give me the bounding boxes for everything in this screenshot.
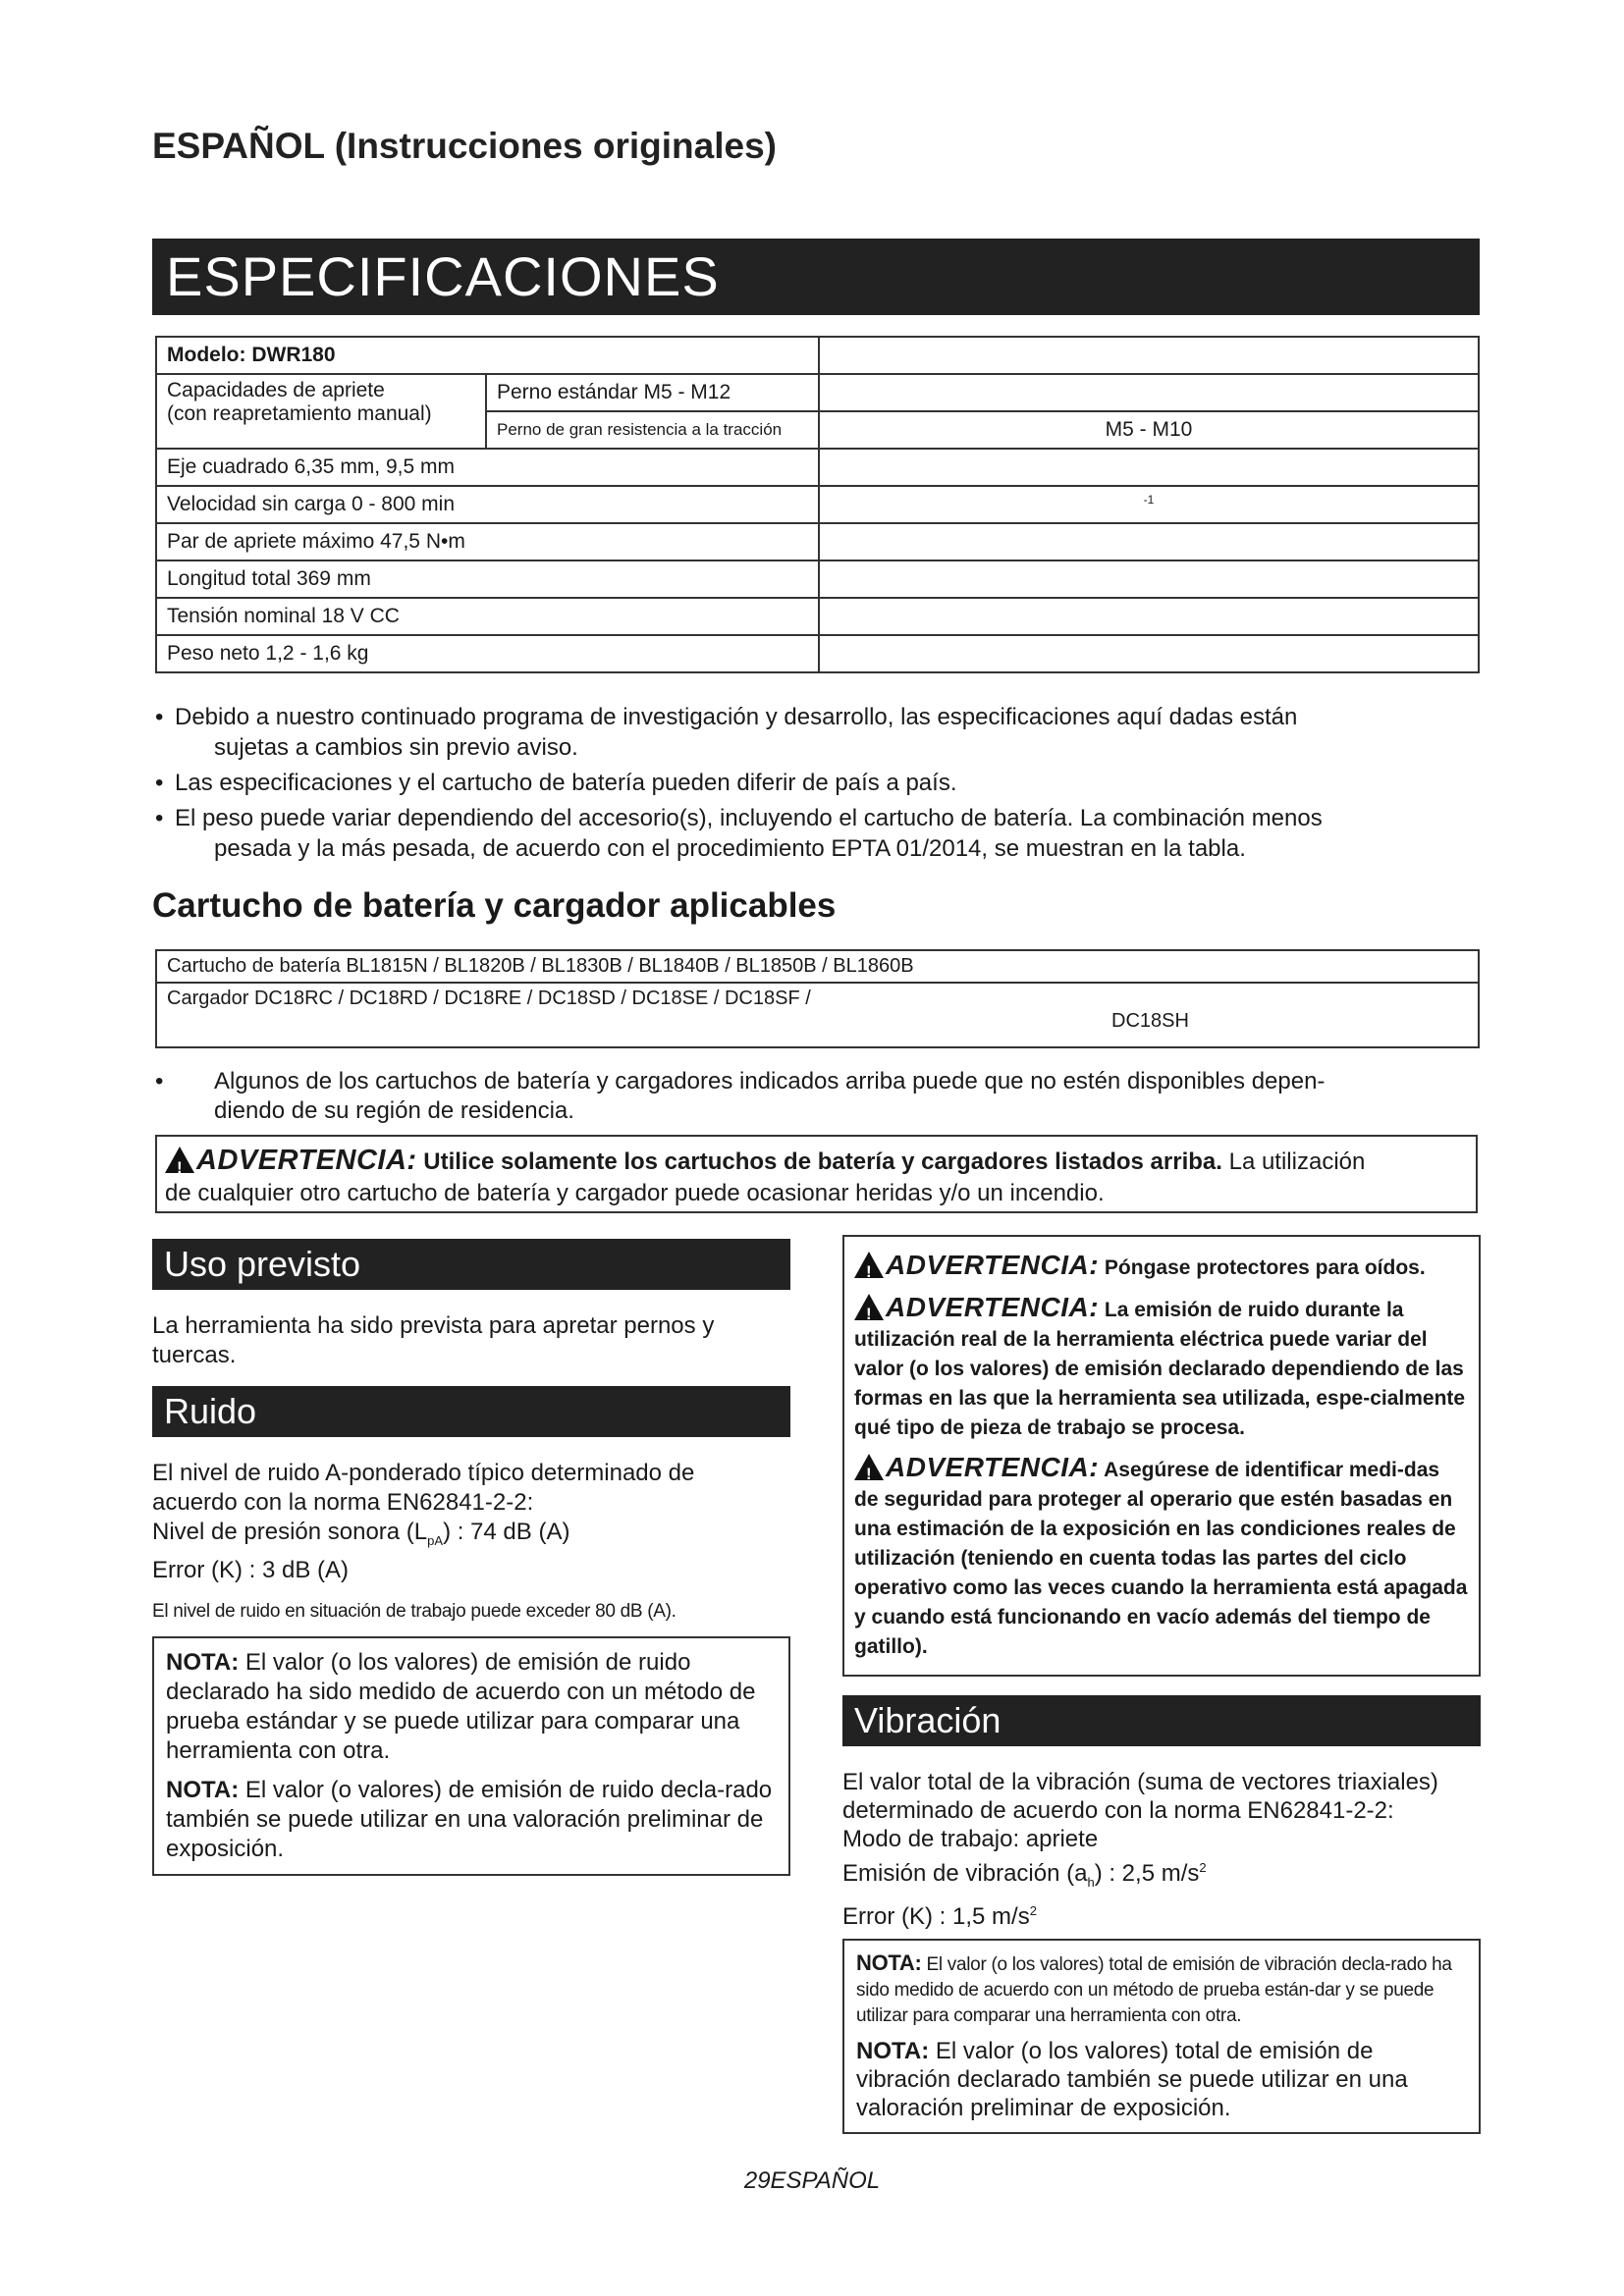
spec-label: Eje cuadrado [167, 455, 289, 478]
battery-warning-box [155, 1135, 1478, 1213]
charger-cell [156, 983, 1479, 1047]
note-text: El valor (o valores) de emisión de ruido decla-rado también se puede utilizar en una valoración preliminar de exposición. [166, 1776, 773, 1862]
warning-bold-text: Utilice solamente los cartuchos de batería y cargadores listados arriba. [423, 1148, 1222, 1175]
ruido-intro: El nivel de ruido A-ponderado típico determinado de acuerdo con la norma EN62841-2-2: [152, 1460, 695, 1516]
warning-text-cont: de cualquier otro cartucho de batería y cargador puede ocasionar heridas y/o un incendio. [165, 1180, 1105, 1206]
bullet-text: El peso puede variar dependiendo del accesorio(s), incluyendo el cartucho de batería. La combinación menos [175, 805, 1323, 831]
bolt-high-cell: Perno de gran resistencia a la tracción [486, 411, 819, 449]
warning-label: ADVERTENCIA: [886, 1452, 1100, 1482]
table-row [156, 598, 1479, 635]
table-row [156, 374, 1479, 411]
warning-icon [854, 1454, 884, 1480]
spec-cell [156, 561, 819, 598]
charger-value-cont: DC18SH [1111, 1010, 1189, 1032]
bullet-text-cont: diendo de su región de residencia. [214, 1097, 574, 1124]
warning-label: ADVERTENCIA: [886, 1250, 1100, 1280]
warning-text: La utilización [1228, 1148, 1366, 1175]
vibracion-emission [842, 1853, 1481, 1896]
ruido-note-box [152, 1636, 790, 1876]
spec-cell [156, 598, 819, 635]
note-text: El valor (o los valores) de emisión de ruido declarado ha sido medido de acuerdo con un método de prueba estándar y se puede utilizar para comparar una herramienta con otra. [166, 1648, 756, 1764]
empty-cell [819, 598, 1479, 635]
list-item [155, 768, 1490, 798]
spec-value: 6,35 mm, 9,5 mm [294, 455, 455, 478]
capacity-label-cell [156, 374, 486, 449]
bullet-text-cont: pesada y la más pesada, de acuerdo con el procedimiento EPTA 01/2014, se muestran en la tabla. [214, 835, 1246, 862]
page-language-title: ESPAÑOL (Instrucciones originales) [152, 126, 777, 166]
empty-cell [819, 635, 1479, 672]
bullet-text: Las especificaciones y el cartucho de batería pueden diferir de país a país. [175, 770, 957, 796]
warning-paragraph [854, 1251, 1469, 1283]
bolt-high-value: M5 - M10 [819, 411, 1479, 449]
table-row [156, 561, 1479, 598]
specifications-banner: ESPECIFICACIONES [152, 239, 1480, 315]
note-label: NOTA: [166, 1776, 240, 1803]
warning-paragraph [854, 1293, 1469, 1443]
spec-notes [155, 702, 1490, 869]
bolt-standard-value: M5 - M12 [643, 381, 731, 403]
note-text: El valor (o los valores) total de emisión de vibración declarado también se puede utilizar en una valoración preliminar de exposición. [856, 2037, 1408, 2121]
warning-label: ADVERTENCIA: [196, 1145, 417, 1176]
bullet-icon: • [155, 770, 164, 796]
pressure-subscript: pA [427, 1532, 444, 1548]
empty-cell [819, 449, 1479, 486]
list-item [155, 1067, 1471, 1126]
model-value: DWR180 [251, 344, 336, 366]
table-row [156, 635, 1479, 672]
emission-subscript: h [1087, 1874, 1095, 1890]
uso-section [152, 1239, 790, 1370]
bullet-icon: • [155, 1068, 164, 1095]
table-row [156, 486, 1479, 523]
table-row [156, 983, 1479, 1047]
speed-unit-cell [819, 486, 1479, 523]
spec-cell [156, 523, 819, 561]
warning-text: Póngase protectores para oídos. [1104, 1256, 1426, 1279]
vibracion-banner: Vibración [842, 1695, 1481, 1746]
spec-cell [156, 635, 819, 672]
pressure-value: ) : 74 dB (A) [443, 1519, 570, 1545]
noise-warnings-box [842, 1235, 1481, 1677]
table-row [156, 950, 1479, 983]
battery-note [155, 1067, 1471, 1126]
error-superscript: 2 [1029, 1902, 1037, 1918]
vibracion-error [842, 1896, 1481, 1931]
warning-icon [165, 1147, 194, 1173]
table-row [156, 337, 1479, 374]
spec-cell [156, 449, 819, 486]
warning-icon [854, 1294, 884, 1320]
empty-cell [819, 561, 1479, 598]
note-label: NOTA: [856, 2037, 930, 2064]
list-item [155, 803, 1490, 864]
note-text: El valor (o los valores) total de emisión de vibración decla-rado ha sido medido de acuerdo con un método de prueba están-dar y se puede utilizar para comparar una herramienta con otra. [856, 1953, 1452, 2026]
note-paragraph [856, 2037, 1467, 2122]
note-paragraph [166, 1648, 777, 1766]
spec-label: Peso neto [167, 642, 260, 665]
table-row [156, 449, 1479, 486]
charger-label: Cargador [167, 988, 249, 1009]
bullet-icon: • [155, 805, 164, 831]
page-footer: 29ESPAÑOL [743, 2167, 881, 2194]
battery-section-title: Cartucho de batería y cargador aplicables [152, 886, 837, 925]
spec-value: 369 mm [296, 567, 371, 590]
bolt-standard-label: Perno estándar [497, 381, 638, 403]
charger-value: DC18RC / DC18RD / DC18RE / DC18SD / DC18SE / DC18SF / [253, 988, 811, 1009]
spec-cell [156, 486, 819, 523]
ruido-pressure [152, 1518, 790, 1556]
cartridge-value: BL1815N / BL1820B / BL1830B / BL1840B / BL1850B / BL1860B [346, 955, 914, 977]
pressure-label: Nivel de presión sonora (L [152, 1519, 428, 1545]
model-cell [156, 337, 819, 374]
specifications-table [155, 336, 1480, 673]
vibracion-section [842, 1695, 1481, 2134]
cartridge-label: Cartucho de batería [167, 955, 341, 977]
spec-label: Par de apriete máximo [167, 530, 375, 553]
emission-value: ) : 2,5 m/s [1094, 1860, 1200, 1887]
emission-label: Emisión de vibración (a [842, 1860, 1088, 1887]
spec-label: Tensión nominal [167, 605, 316, 627]
spec-label: Longitud total [167, 567, 292, 590]
vibracion-intro: El valor total de la vibración (suma de vectores triaxiales) determinado de acuerdo con la norma EN62841-2-2: [842, 1769, 1438, 1824]
table-row [156, 523, 1479, 561]
uso-text: La herramienta ha sido prevista para apretar pernos y tuercas. [152, 1312, 715, 1368]
capacity-label: Capacidades de apriete [167, 379, 385, 401]
note-paragraph [856, 1950, 1467, 2029]
empty-cell [819, 374, 1479, 411]
warning-paragraph [854, 1453, 1469, 1662]
empty-cell [819, 523, 1479, 561]
spec-value: 1,2 - 1,6 kg [265, 642, 369, 665]
bullet-text: Debido a nuestro continuado programa de investigación y desarrollo, las especificaciones aquí dadas están [175, 704, 1298, 730]
note-paragraph [166, 1776, 777, 1864]
bullet-text: Algunos de los cartuchos de batería y cargadores indicados arriba puede que no estén disponibles depen- [214, 1068, 1326, 1095]
uso-banner: Uso previsto [152, 1239, 790, 1290]
error-label: Error (K) : 1,5 m/s [842, 1902, 1030, 1930]
ruido-small-note: El nivel de ruido en situación de trabajo puede exceder 80 dB (A). [152, 1600, 677, 1622]
warning-label: ADVERTENCIA: [886, 1292, 1100, 1322]
emission-superscript: 2 [1199, 1860, 1207, 1875]
vibracion-note-box [842, 1939, 1481, 2134]
spec-value: 0 - 800 min [351, 493, 456, 515]
speed-unit-superscript: -1 [1143, 493, 1155, 507]
cartridge-cell [156, 950, 1479, 983]
bullet-text-cont: sujetas a cambios sin previo aviso. [214, 734, 578, 761]
model-label: Modelo: [167, 344, 246, 366]
capacity-sublabel: (con reapretamiento manual) [167, 402, 432, 425]
list-item [155, 702, 1490, 763]
bolt-standard-cell [486, 374, 819, 411]
note-label: NOTA: [166, 1648, 240, 1676]
spec-value: 47,5 N•m [380, 530, 465, 553]
empty-cell [819, 337, 1479, 374]
warning-text: Asegúrese de identificar medi-das de seguridad para proteger al operario que estén basadas en una estimación de la exposición en las condiciones reales de utilización (teniendo en cuenta todas las partes del ciclo operativo como las veces cuando la herramienta está apagada y cuando está funcionando en vacío además del tiempo de gatillo). [854, 1459, 1468, 1658]
ruido-section [152, 1386, 790, 1876]
ruido-banner: Ruido [152, 1386, 790, 1437]
warning-text: La emisión de ruido durante la utilización real de la herramienta eléctrica puede variar del valor (o los valores) de emisión declarado dependiendo de las formas en las que la herramienta sea utilizada, espe-cialmente qué tipo de pieza de trabajo se procesa. [854, 1299, 1466, 1439]
vibracion-mode: Modo de trabajo: apriete [842, 1826, 1099, 1852]
battery-table [155, 949, 1480, 1048]
ruido-error: Error (K) : 3 dB (A) [152, 1556, 350, 1583]
spec-value: 18 V CC [321, 605, 400, 627]
warning-icon [854, 1252, 884, 1278]
spec-label: Velocidad sin carga [167, 493, 347, 515]
note-label: NOTA: [856, 1949, 922, 1975]
bullet-icon: • [155, 704, 164, 730]
